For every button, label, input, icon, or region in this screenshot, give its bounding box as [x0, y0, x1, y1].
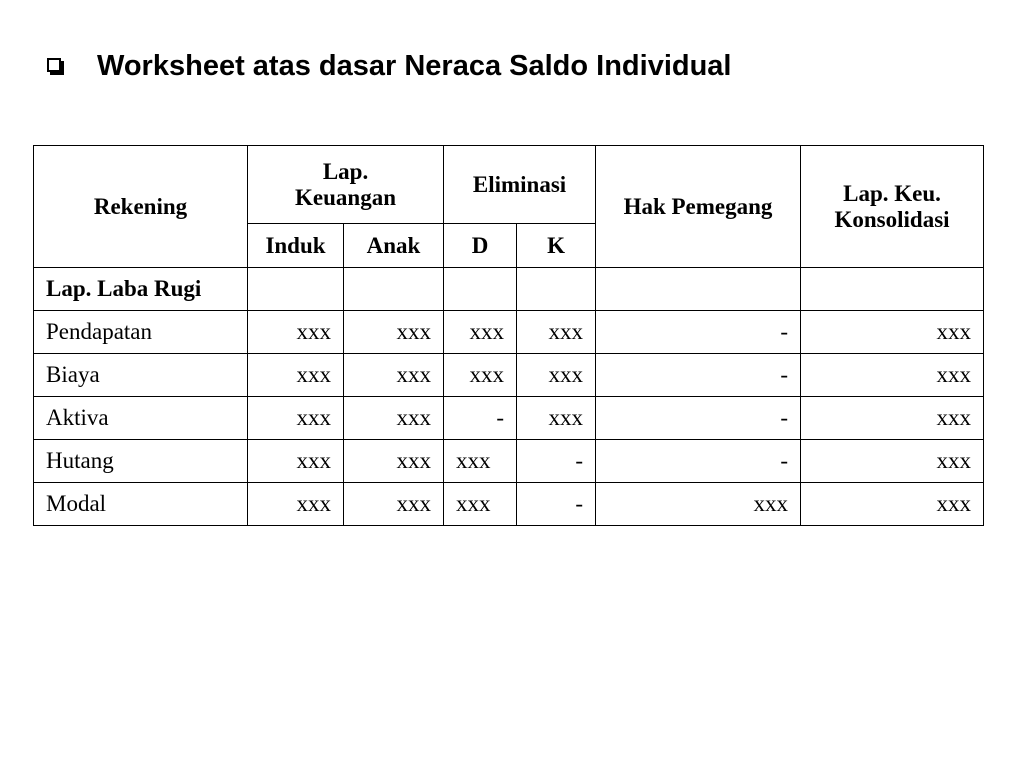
cell-hak: -: [596, 354, 801, 397]
table-row: [34, 483, 984, 526]
header-lap-keuangan: [248, 146, 444, 224]
cell-k: xxx: [517, 311, 596, 354]
cell-anak: xxx: [344, 311, 444, 354]
header-hak-pemegang: Hak Pemegang: [596, 146, 801, 268]
empty-cell: [344, 268, 444, 311]
header-induk: Induk: [248, 224, 344, 268]
header-lap-keuangan-line2: Keuangan: [295, 184, 396, 210]
cell-anak: xxx: [344, 483, 444, 526]
header-row-top: [34, 146, 984, 224]
cell-d: xxx: [444, 483, 517, 526]
cell-anak: xxx: [344, 354, 444, 397]
checkbox-bullet-icon: [47, 58, 64, 75]
empty-cell: [517, 268, 596, 311]
title-row: [47, 44, 732, 88]
header-lap-keu-konsolidasi: [801, 146, 984, 268]
cell-k: -: [517, 440, 596, 483]
section-label: Lap. Laba Rugi: [34, 268, 248, 311]
cell-anak: xxx: [344, 397, 444, 440]
cell-d: xxx: [444, 311, 517, 354]
cell-hak: xxx: [596, 483, 801, 526]
header-lap-keu-line1: Lap. Keu.: [843, 180, 941, 206]
cell-d: -: [444, 397, 517, 440]
header-lap-keuangan-line1: Lap.: [322, 158, 369, 184]
cell-induk: xxx: [248, 483, 344, 526]
cell-rekening: Pendapatan: [34, 311, 248, 354]
cell-konsolidasi: xxx: [801, 397, 984, 440]
empty-cell: [801, 268, 984, 311]
cell-rekening: Modal: [34, 483, 248, 526]
cell-k: xxx: [517, 397, 596, 440]
section-row: [34, 268, 984, 311]
worksheet-table: [33, 145, 984, 526]
table-row: [34, 354, 984, 397]
header-anak: Anak: [344, 224, 444, 268]
empty-cell: [596, 268, 801, 311]
header-k: K: [517, 224, 596, 268]
cell-konsolidasi: xxx: [801, 354, 984, 397]
cell-rekening: Aktiva: [34, 397, 248, 440]
table-row: [34, 440, 984, 483]
table-row: [34, 397, 984, 440]
cell-induk: xxx: [248, 311, 344, 354]
header-d: D: [444, 224, 517, 268]
cell-hak: -: [596, 311, 801, 354]
cell-induk: xxx: [248, 440, 344, 483]
cell-hak: -: [596, 397, 801, 440]
page-title: Worksheet atas dasar Neraca Saldo Individual: [97, 49, 732, 82]
table-row: [34, 311, 984, 354]
empty-cell: [444, 268, 517, 311]
cell-konsolidasi: xxx: [801, 311, 984, 354]
cell-hak: -: [596, 440, 801, 483]
cell-d: xxx: [444, 440, 517, 483]
cell-rekening: Hutang: [34, 440, 248, 483]
header-rekening: Rekening: [34, 146, 248, 268]
cell-konsolidasi: xxx: [801, 440, 984, 483]
cell-k: -: [517, 483, 596, 526]
cell-anak: xxx: [344, 440, 444, 483]
header-eliminasi: Eliminasi: [444, 146, 596, 224]
cell-induk: xxx: [248, 397, 344, 440]
cell-konsolidasi: xxx: [801, 483, 984, 526]
cell-induk: xxx: [248, 354, 344, 397]
empty-cell: [248, 268, 344, 311]
cell-d: xxx: [444, 354, 517, 397]
cell-k: xxx: [517, 354, 596, 397]
cell-rekening: Biaya: [34, 354, 248, 397]
header-lap-keu-line2: Konsolidasi: [834, 206, 950, 232]
